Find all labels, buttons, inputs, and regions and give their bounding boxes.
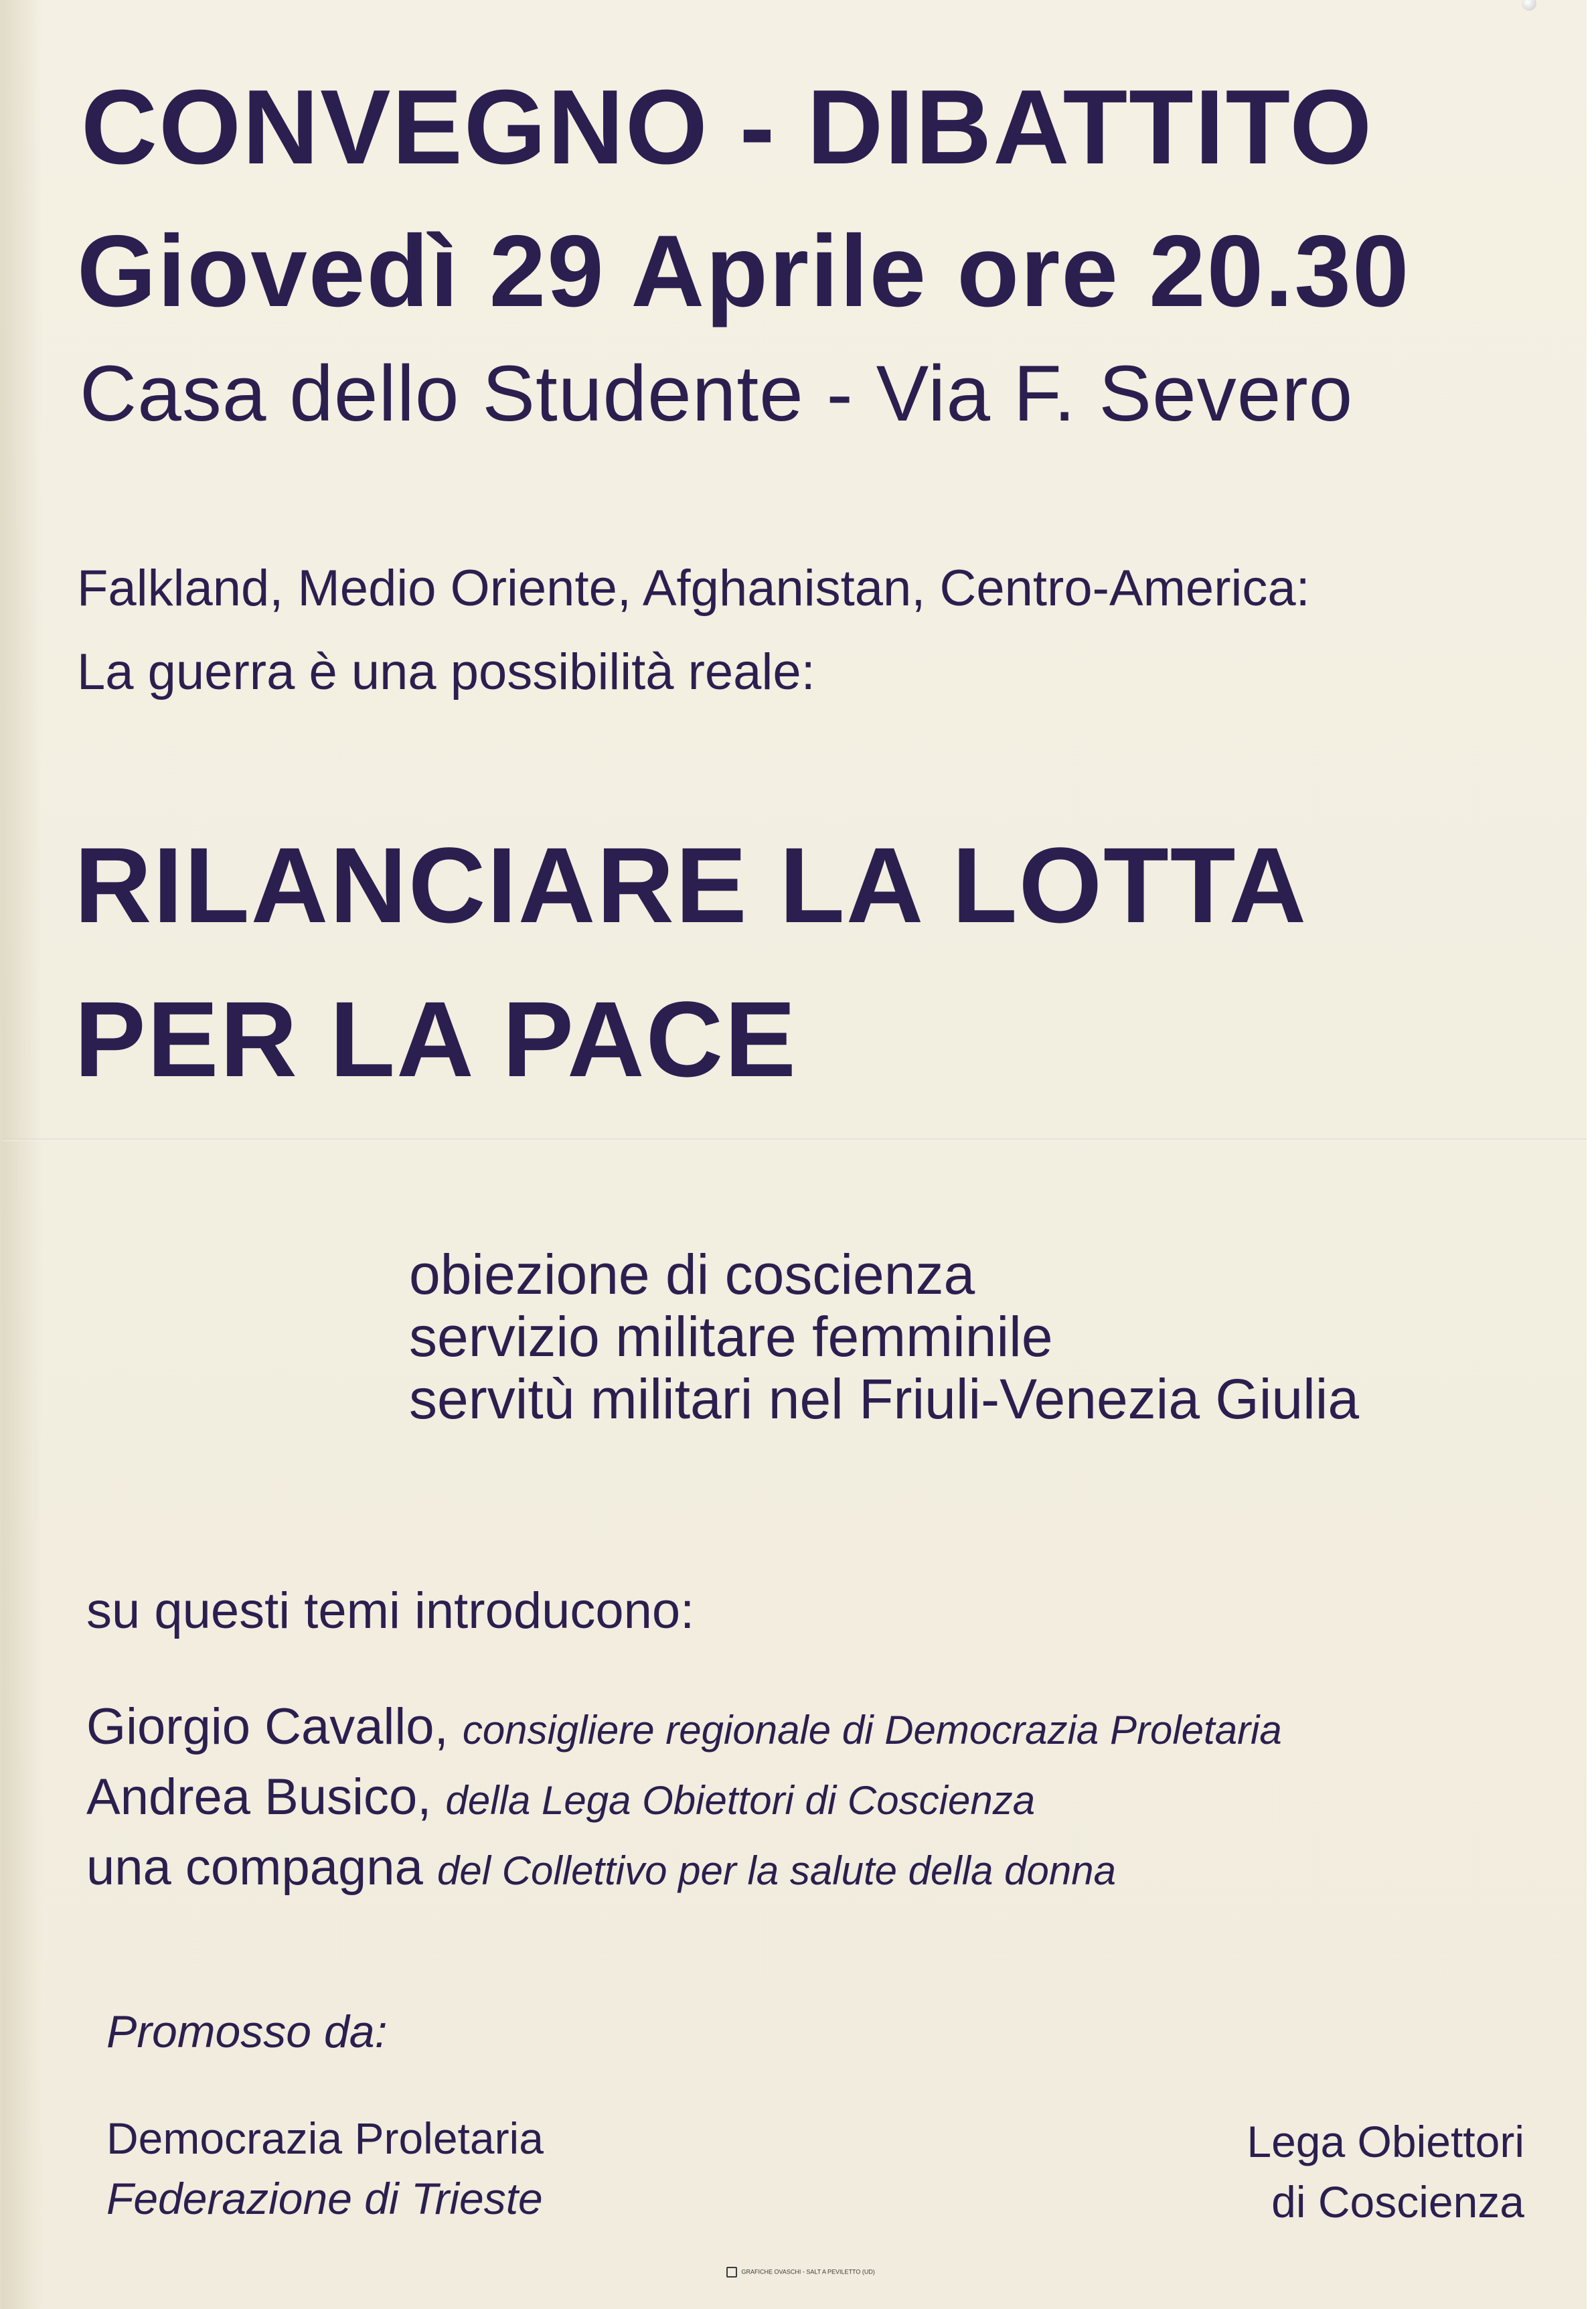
speaker-role: della Lega Obiettori di Coscienza [445,1778,1036,1823]
promoter-left-subtitle: Federazione di Trieste [106,2174,543,2223]
event-type-title: CONVEGNO - DIBATTITO [81,68,1374,186]
paper-fold [2,1138,1589,1141]
printer-logo-icon [726,2267,737,2278]
promoter-right-subtitle: di Coscienza [1271,2177,1524,2227]
speaker-name: Andrea Busico, [86,1769,432,1826]
event-date-time: Giovedì 29 Aprile ore 20.30 [77,214,1411,328]
speaker-name: una compagna [86,1839,423,1896]
speaker-row [86,1838,1116,1896]
headline-line-1: RILANCIARE LA LOTTA [74,825,1308,945]
pin-top-right [1522,0,1536,11]
speaker-row [86,1698,1282,1756]
speaker-role: del Collettivo per la salute della donna [436,1848,1116,1893]
promoted-by-label: Promosso da: [106,2006,388,2057]
topic-item: obiezione di coscienza [409,1243,975,1306]
intro-line-2: La guerra è una possibilità reale: [77,644,815,700]
background-margin [1587,0,1596,2309]
topic-item: servizio militare femminile [409,1305,1053,1368]
speaker-name: Giorgio Cavallo, [86,1698,449,1755]
printer-credit-text: GRAFICHE OVASCHI - SALT A PEVILETTO (UD) [741,2268,875,2276]
speakers-intro: su questi temi introducono: [86,1582,695,1639]
intro-line-1: Falkland, Medio Oriente, Afghanistan, Centro-America: [77,560,1310,617]
printer-credit [726,2267,875,2278]
speaker-row [86,1768,1035,1826]
event-venue: Casa dello Studente - Via F. Severo [80,350,1354,438]
speaker-role: consigliere regionale di Democrazia Proletaria [462,1708,1282,1753]
headline-line-2: PER LA PACE [74,979,797,1099]
promoter-left-name: Democrazia Proletaria [106,2113,544,2163]
promoter-right-name: Lega Obiettori [1247,2117,1524,2166]
paper-edge-shadow [2,0,42,2309]
topic-item: servitù militari nel Friuli-Venezia Giulia [409,1367,1360,1430]
